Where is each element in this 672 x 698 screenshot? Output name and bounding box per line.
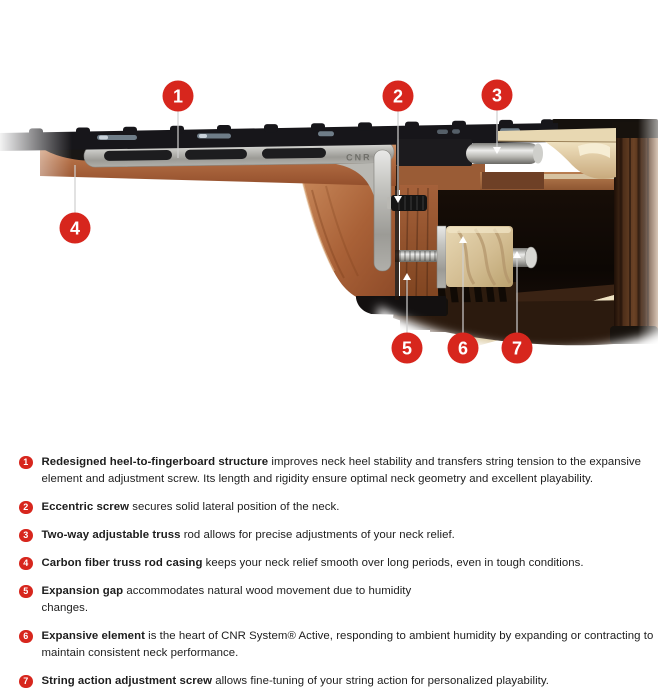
legend-bullet-number: 6 <box>23 631 29 642</box>
legend-description: is the heart of CNR System® Active, responding to ambient humidity by expanding or contracting to maintain consistent neck performance. <box>41 630 654 659</box>
legend-description: allows fine-tuning of your string action for personalized playability. <box>215 675 550 687</box>
legend-bullet-number: 5 <box>23 586 29 597</box>
legend-bullet-3 <box>19 529 33 543</box>
legend-description: keeps your neck relief smooth over long periods, even in tough conditions. <box>205 557 584 569</box>
legend-text-1 <box>42 454 659 488</box>
legend-bullet-number: 2 <box>23 502 29 513</box>
callout-number-4: 4 <box>69 218 81 239</box>
callout-number-1: 1 <box>172 86 184 107</box>
expansive-element <box>446 226 513 287</box>
callout-number-6: 6 <box>457 338 469 359</box>
legend-item-5 <box>19 583 658 617</box>
legend-item-3 <box>19 527 658 544</box>
legend-bullet-4 <box>19 557 33 571</box>
legend-bullet-5 <box>19 585 33 599</box>
legend-bullet-1 <box>19 456 33 470</box>
bottom-white <box>0 362 672 440</box>
legend-description: secures solid lateral position of the neck. <box>132 501 340 513</box>
truss-rod <box>466 143 540 164</box>
legend-bullet-number: 4 <box>23 558 29 569</box>
legend-text-3 <box>42 527 455 544</box>
legend-title: Carbon fiber truss rod casing <box>41 557 203 569</box>
legend-text-7 <box>42 673 550 690</box>
callout-number-5: 5 <box>401 338 413 359</box>
legend-bullet-2 <box>19 501 33 515</box>
legend-text-4 <box>42 555 584 572</box>
callout-number-7: 7 <box>511 338 523 359</box>
eccentric-screw <box>387 195 427 211</box>
legend-text-2 <box>42 499 340 516</box>
legend <box>19 454 658 698</box>
legend-title: String action adjustment screw <box>41 675 212 687</box>
element-casing-frame <box>437 226 446 288</box>
legend-title: Expansive element <box>41 630 145 642</box>
legend-text-5 <box>42 583 450 617</box>
legend-bullet-number: 3 <box>23 530 29 541</box>
legend-description: accommodates natural wood movement due to humidity changes. <box>41 585 412 614</box>
legend-title: Expansion gap <box>41 585 124 597</box>
bracket-vertical-leg <box>374 150 391 271</box>
legend-bullet-7 <box>19 675 33 689</box>
truss-rod-assembly <box>396 139 543 166</box>
legend-item-4 <box>19 555 658 572</box>
callout-number-3: 3 <box>491 85 503 106</box>
legend-item-6 <box>19 628 658 662</box>
legend-description: improves neck heel stability and transfers string tension to the expansive element and adjustment screw. Its length and rigidity ensure optimal neck geometry and excellent playability. <box>41 456 642 485</box>
legend-title: Redesigned heel-to-fingerboard structure <box>41 456 269 468</box>
legend-text-6 <box>42 628 659 662</box>
legend-item-1 <box>19 454 658 488</box>
legend-description: rod allows for precise adjustments of your neck relief. <box>183 529 455 541</box>
legend-title: Eccentric screw <box>41 501 129 513</box>
legend-item-7 <box>19 673 658 690</box>
heel-bottom-cap <box>356 296 446 316</box>
left-edge-fade <box>0 105 72 200</box>
legend-bullet-number: 7 <box>23 676 29 687</box>
legend-bullet-number: 1 <box>23 457 29 468</box>
cnr-stamp: CNR <box>345 152 372 163</box>
legend-bullet-6 <box>19 630 33 644</box>
right-edge-fade <box>638 100 672 370</box>
truss-rod-end <box>533 144 543 164</box>
legend-item-2 <box>19 499 658 516</box>
truss-rod-casing <box>396 139 472 166</box>
callout-number-2: 2 <box>392 86 404 107</box>
legend-title: Two-way adjustable truss <box>41 529 181 541</box>
